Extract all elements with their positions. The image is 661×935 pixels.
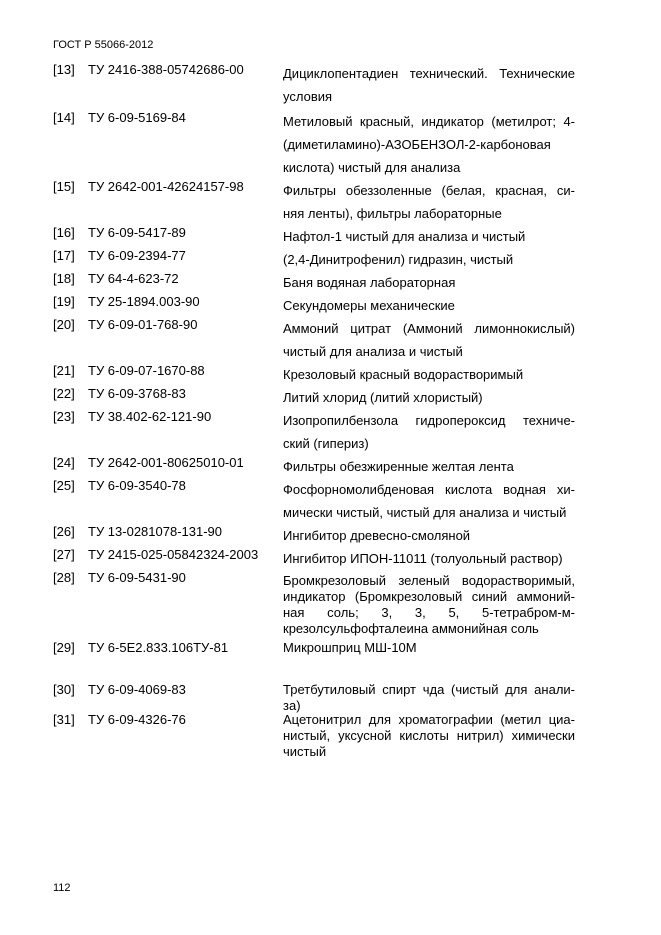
description-line: (диметиламино)-АЗОБЕНЗОЛ-2-карбоновая — [283, 137, 551, 152]
reference-description — [283, 455, 575, 478]
reference-description — [283, 363, 575, 386]
description-line: Бромкрезоловый зеленый водорастворимый, — [283, 573, 575, 588]
description-line: за) — [283, 698, 301, 713]
description-line: Ингибитор древесно-смоляной — [283, 528, 471, 543]
reference-number: [24] — [53, 455, 75, 470]
reference-number: [22] — [53, 386, 75, 401]
reference-code: ТУ 2642-001-80625010-01 — [88, 455, 244, 470]
reference-description — [283, 524, 575, 547]
reference-code: ТУ 6-09-3540-78 — [88, 478, 186, 493]
reference-code: ТУ 2642-001-42624157-98 — [88, 179, 244, 194]
reference-number: [23] — [53, 409, 75, 424]
reference-code: ТУ 2416-388-05742686-00 — [88, 62, 244, 77]
reference-number: [25] — [53, 478, 75, 493]
reference-code: ТУ 38.402-62-121-90 — [88, 409, 212, 424]
reference-number: [16] — [53, 225, 75, 240]
reference-code: ТУ 2415-025-05842324-2003 — [88, 547, 259, 562]
reference-number: [19] — [53, 294, 75, 309]
reference-code: ТУ 13-0281078-131-90 — [88, 524, 223, 539]
reference-code: ТУ 6-5Е2.833.106ТУ-81 — [88, 640, 229, 655]
reference-code: ТУ 6-09-01-768-90 — [88, 317, 198, 332]
description-line: Крезоловый красный водорастворимый — [283, 367, 524, 382]
reference-description — [283, 225, 575, 248]
reference-number: [28] — [53, 570, 75, 585]
description-line: Метиловый красный, индикатор (метилрот; 4- — [283, 114, 575, 129]
reference-code: ТУ 25-1894.003-90 — [88, 294, 200, 309]
reference-description — [283, 317, 575, 363]
reference-number: [30] — [53, 682, 75, 697]
description-line: Изопропилбензола гидропероксид техниче- — [283, 413, 575, 428]
description-line: Фильтры обеззоленные (белая, красная, си- — [283, 183, 575, 198]
reference-number: [27] — [53, 547, 75, 562]
reference-description — [283, 478, 575, 524]
description-line: ная соль; 3, 3, 5, 5-тетрабром-м- — [283, 605, 575, 620]
reference-number: [15] — [53, 179, 75, 194]
reference-code: ТУ 64-4-623-72 — [88, 271, 179, 286]
reference-description — [283, 409, 575, 455]
reference-description — [283, 110, 575, 179]
description-line: Третбутиловый спирт чда (чистый для анали- — [283, 682, 575, 697]
description-line: Ацетонитрил для хроматографии (метил циа- — [283, 712, 575, 727]
description-line: кислота) чистый для анализа — [283, 160, 461, 175]
reference-code: ТУ 6-09-5417-89 — [88, 225, 186, 240]
reference-code: ТУ 6-09-5431-90 — [88, 570, 186, 585]
reference-number: [20] — [53, 317, 75, 332]
description-line: индикатор (Бромкрезоловый синий аммоний- — [283, 589, 575, 604]
page-number: 112 — [53, 882, 71, 894]
reference-code: ТУ 6-09-4069-83 — [88, 682, 186, 697]
reference-description — [283, 682, 575, 714]
reference-code: ТУ 6-09-5169-84 — [88, 110, 186, 125]
reference-number: [26] — [53, 524, 75, 539]
description-line: Фильтры обезжиренные желтая лента — [283, 459, 514, 474]
description-line: Дициклопентадиен технический. Технические — [283, 66, 575, 81]
description-line: Микрошприц МШ-10М — [283, 640, 417, 655]
description-line: чистый для анализа и чистый — [283, 344, 463, 359]
reference-description — [283, 640, 575, 656]
reference-description — [283, 294, 575, 317]
reference-number: [29] — [53, 640, 75, 655]
description-line: чистый — [283, 744, 327, 759]
description-line: Баня водяная лабораторная — [283, 275, 456, 290]
reference-number: [14] — [53, 110, 75, 125]
reference-number: [13] — [53, 62, 75, 77]
description-line: мически чистый, чистый для анализа и чистый — [283, 505, 567, 520]
description-line: няя ленты), фильтры лабораторные — [283, 206, 502, 221]
description-line: крезолсульфофталеина аммонийная соль — [283, 621, 539, 636]
reference-number: [18] — [53, 271, 75, 286]
description-line: Литий хлорид (литий хлористый) — [283, 390, 483, 405]
reference-description — [283, 712, 575, 760]
document-header: ГОСТ Р 55066-2012 — [53, 39, 154, 51]
reference-description — [283, 271, 575, 294]
reference-number: [21] — [53, 363, 75, 378]
reference-description — [283, 248, 575, 271]
reference-description — [283, 573, 575, 637]
reference-description — [283, 547, 575, 570]
description-line: Ингибитор ИПОН-11011 (толуольный раствор) — [283, 551, 563, 566]
reference-code: ТУ 6-09-2394-77 — [88, 248, 186, 263]
description-line: ский (гипериз) — [283, 436, 369, 451]
reference-description — [283, 386, 575, 409]
reference-number: [17] — [53, 248, 75, 263]
description-line: Фосфорномолибденовая кислота водная хи- — [283, 482, 575, 497]
description-line: условия — [283, 89, 333, 104]
reference-description — [283, 179, 575, 225]
description-line: Нафтол-1 чистый для анализа и чистый — [283, 229, 526, 244]
reference-description — [283, 62, 575, 108]
description-line: Аммоний цитрат (Аммоний лимоннокислый) — [283, 321, 575, 336]
description-line: нистый, уксусной кислоты нитрил) химически — [283, 728, 575, 743]
reference-code: ТУ 6-09-07-1670-88 — [88, 363, 205, 378]
description-line: Секундомеры механические — [283, 298, 455, 313]
reference-code: ТУ 6-09-3768-83 — [88, 386, 186, 401]
description-line: (2,4-Динитрофенил) гидразин, чистый — [283, 252, 514, 267]
reference-code: ТУ 6-09-4326-76 — [88, 712, 186, 727]
reference-number: [31] — [53, 712, 75, 727]
